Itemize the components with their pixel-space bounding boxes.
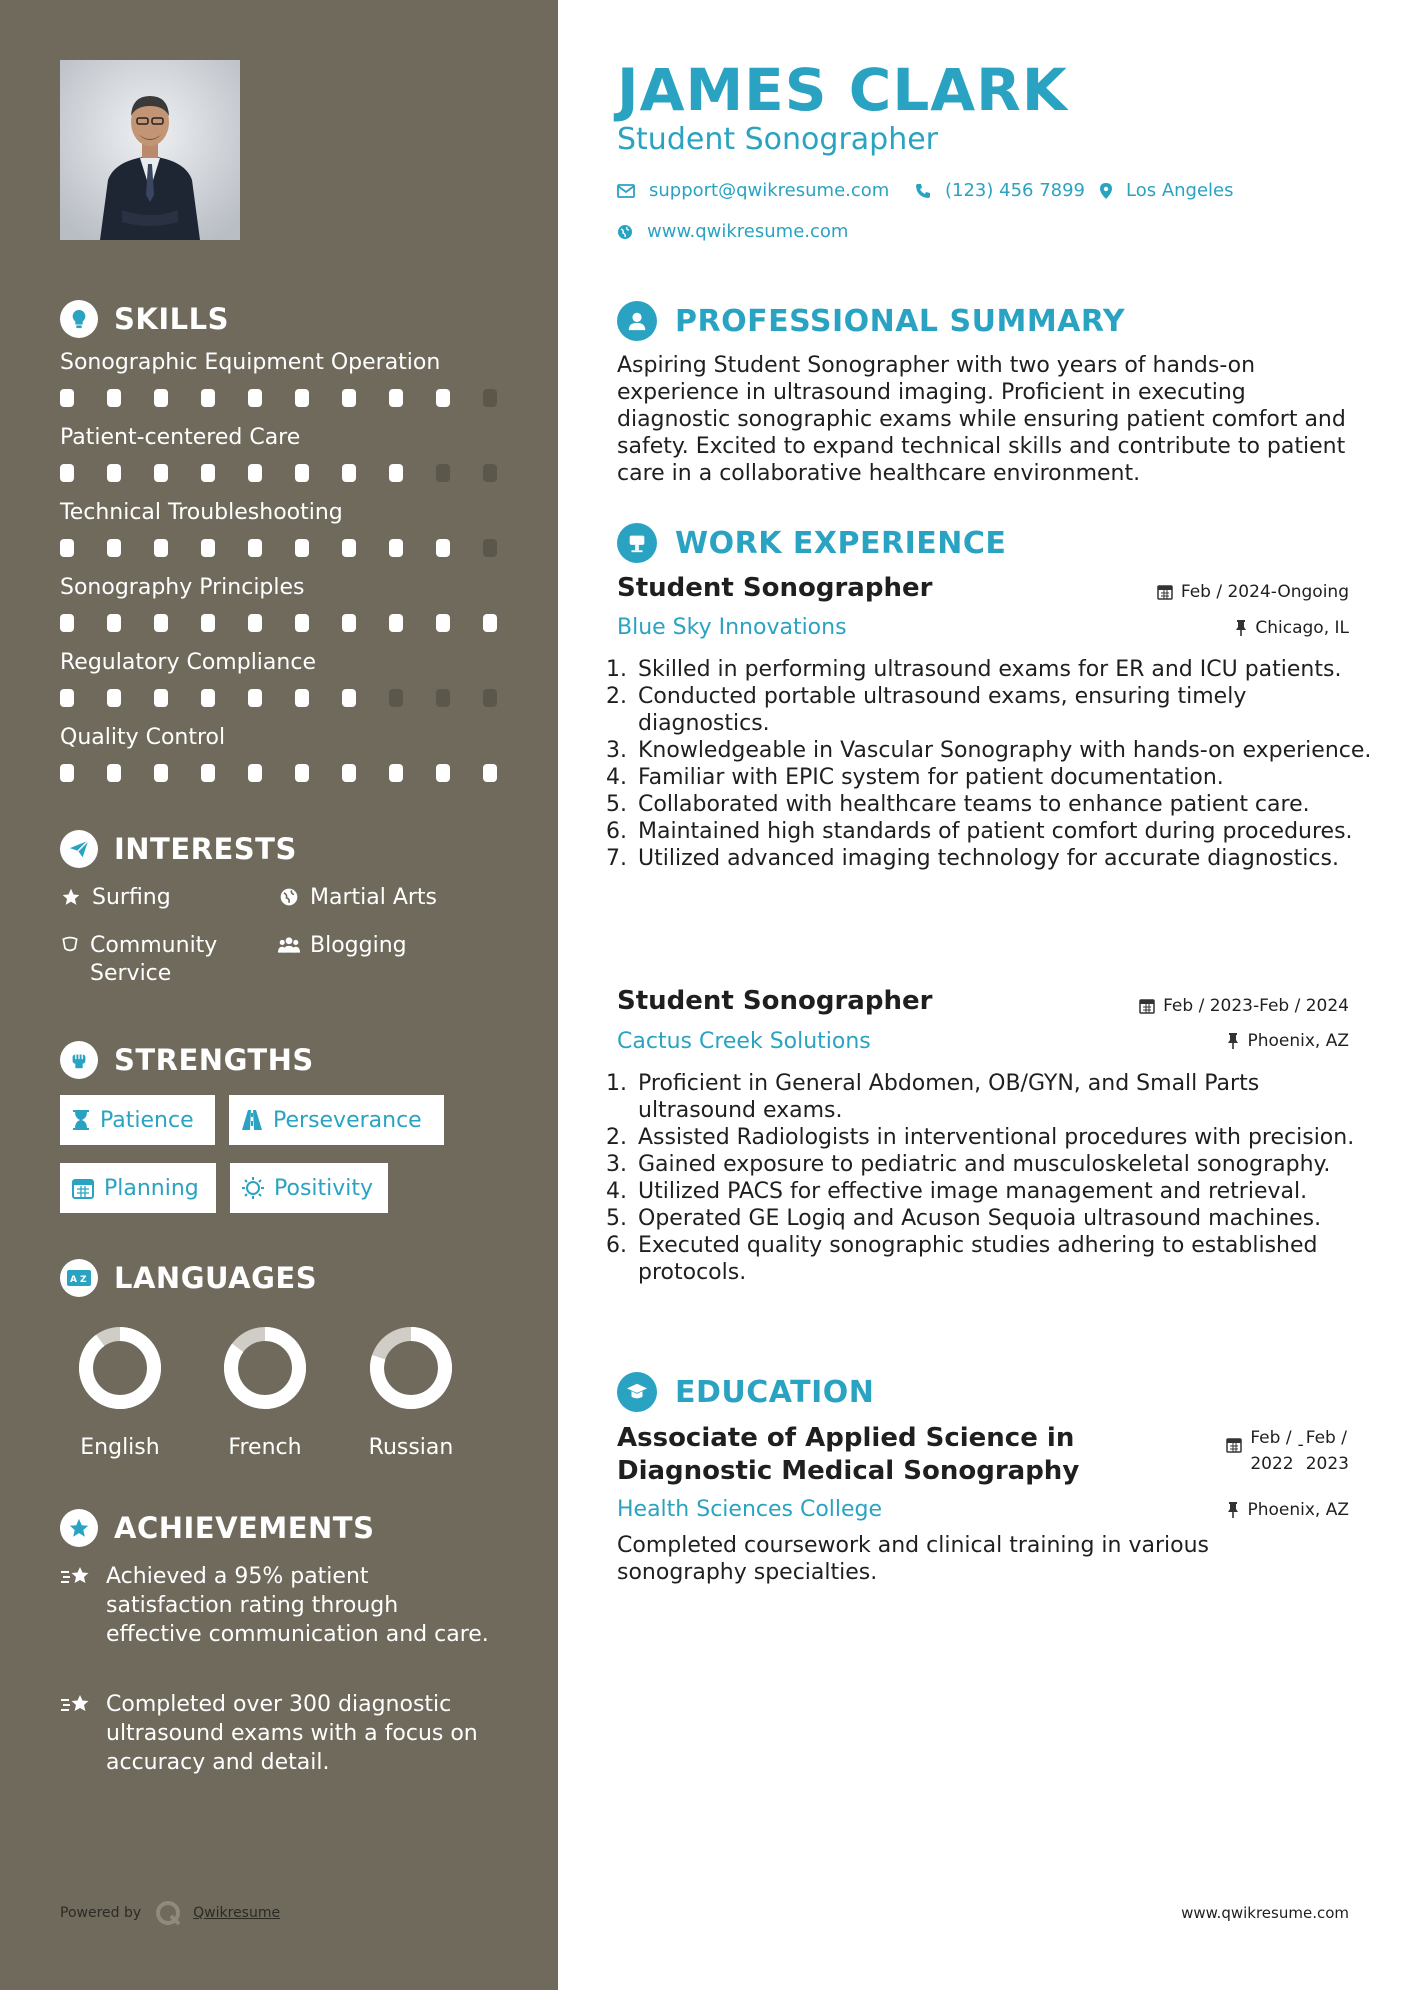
interest-label: Martial Arts [310, 885, 438, 910]
qwikresume-logo-icon [155, 1900, 181, 1926]
skill-rating [60, 764, 500, 784]
job-bullet: 7. Utilized advanced imaging technology for accurate diagnostics. [634, 845, 1384, 872]
rating-dot-empty [389, 689, 403, 707]
calendar-icon [1139, 998, 1155, 1014]
user-icon [617, 301, 657, 341]
degree-line: Diagnostic Medical Sonography [617, 1456, 1080, 1486]
strength-label: Planning [104, 1175, 199, 1201]
rating-dot-filled [201, 389, 215, 407]
job-bullets [610, 656, 1384, 872]
summary-title: PROFESSIONAL SUMMARY [675, 303, 1126, 339]
strengths-title: STRENGTHS [114, 1043, 314, 1077]
svg-text:Z: Z [80, 1275, 87, 1285]
rating-dot-filled [389, 614, 403, 632]
job-location [1235, 618, 1349, 638]
svg-text:A: A [70, 1275, 77, 1285]
phone-text: (123) 456 7899 [945, 180, 1086, 201]
powered-by [60, 1900, 280, 1926]
education-text: Completed coursework and clinical training in various sonography specialties. [617, 1533, 1209, 1585]
job-bullet: 5. Collaborated with healthcare teams to enhance patient care. [634, 791, 1384, 818]
rating-dot-empty [483, 539, 497, 557]
rating-dot-filled [154, 614, 168, 632]
achievement-item [60, 1562, 500, 1649]
badge-icon [60, 932, 80, 955]
interests-heading [60, 830, 297, 868]
sun-icon [242, 1177, 264, 1199]
globe-icon [278, 884, 300, 907]
podium-icon [617, 523, 657, 563]
rating-dot-filled [295, 389, 309, 407]
job-dates [1139, 996, 1349, 1016]
envelope-icon [617, 184, 635, 198]
rating-dot-filled [342, 389, 356, 407]
strength-chip [230, 1163, 388, 1213]
star-icon [60, 884, 82, 907]
rating-dot-filled [107, 764, 121, 782]
rating-dot-filled [154, 464, 168, 482]
job-bullet: 6. Maintained high standards of patient comfort during procedures. [634, 818, 1384, 845]
rating-dot-filled [342, 689, 356, 707]
job-bullet: 4. Utilized PACS for effective image management and retrieval. [634, 1178, 1384, 1205]
contact-website[interactable] [617, 221, 848, 242]
skills-heading [60, 300, 229, 338]
job-bullet: 2. Assisted Radiologists in interventional procedures with precision. [634, 1124, 1384, 1151]
job-bullets [610, 1070, 1384, 1286]
achievement-text: Achieved a 95% patient satisfaction rating through effective communication and care. [106, 1564, 489, 1647]
calendar-icon [1226, 1425, 1242, 1453]
calendar-icon [1157, 584, 1173, 600]
shooting-star-icon [60, 1562, 92, 1649]
job-location [1227, 1031, 1349, 1051]
edu-date-separator: - [1297, 1435, 1304, 1455]
rating-dot-filled [436, 539, 450, 557]
job-bullet: 6. Executed quality sonographic studies adhering to established protocols. [634, 1232, 1384, 1286]
strength-label: Positivity [274, 1175, 374, 1201]
rating-dot-filled [60, 389, 74, 407]
rating-dot-filled [342, 764, 356, 782]
edu-end-year: 2023 [1305, 1454, 1349, 1474]
rating-dot-filled [107, 389, 121, 407]
rating-dot-filled [342, 539, 356, 557]
strength-label: Patience [100, 1107, 194, 1133]
graduate-icon [617, 1372, 657, 1412]
achievement-text: Completed over 300 diagnostic ultrasound exams with a focus on accuracy and detail. [106, 1692, 478, 1775]
interest-item [60, 932, 260, 988]
language-item [346, 1323, 476, 1460]
rating-dot-filled [201, 764, 215, 782]
rating-dot-filled [154, 389, 168, 407]
interest-item [278, 884, 437, 912]
rating-dot-filled [201, 614, 215, 632]
interest-label: Community Service [90, 933, 218, 986]
rating-dot-empty [483, 689, 497, 707]
rating-dot-filled [248, 539, 262, 557]
rating-dot-filled [248, 764, 262, 782]
rating-dot-filled [295, 539, 309, 557]
rating-dot-filled [201, 539, 215, 557]
rating-dot-filled [60, 464, 74, 482]
calendar-icon [72, 1177, 94, 1199]
job-company: Blue Sky Innovations [617, 615, 847, 640]
degree-line: Associate of Applied Science in [617, 1423, 1075, 1453]
achievement-star-icon [60, 1509, 98, 1547]
pushpin-icon [1227, 1502, 1239, 1518]
rating-dot-filled [389, 464, 403, 482]
rating-dot-filled [389, 764, 403, 782]
languages-heading [60, 1259, 317, 1297]
language-ring-level [86, 1334, 154, 1402]
rating-dot-filled [436, 764, 450, 782]
job-dates-text: Feb / 2023-Feb / 2024 [1163, 996, 1349, 1016]
language-item [200, 1323, 330, 1460]
language-name: Russian [368, 1435, 454, 1460]
skill-name: Sonography Principles [60, 575, 305, 600]
rating-dot-filled [295, 689, 309, 707]
rating-dot-filled [342, 614, 356, 632]
job-bullet: 5. Operated GE Logiq and Acuson Sequoia ultrasound machines. [634, 1205, 1384, 1232]
skill-name: Sonographic Equipment Operation [60, 350, 441, 375]
interest-label: Blogging [310, 933, 407, 958]
achievements-title: ACHIEVEMENTS [114, 1511, 375, 1545]
job-dates [1157, 582, 1349, 602]
education-title: EDUCATION [675, 1374, 875, 1410]
edu-end-month: Feb / [1305, 1428, 1347, 1448]
interest-item [60, 884, 171, 912]
rating-dot-filled [154, 689, 168, 707]
education-location-text: Phoenix, AZ [1247, 1500, 1349, 1520]
interest-label: Surfing [92, 885, 171, 910]
candidate-name: JAMES CLARK [617, 56, 1068, 124]
skill-name: Technical Troubleshooting [60, 500, 343, 525]
contact-location [1100, 180, 1234, 201]
rating-dot-filled [107, 539, 121, 557]
lightbulb-icon [60, 300, 98, 338]
hourglass-icon [72, 1109, 90, 1131]
languages-title: LANGUAGES [114, 1261, 318, 1295]
strength-chip [60, 1163, 216, 1213]
contact-phone[interactable] [915, 180, 1085, 201]
skill-name: Regulatory Compliance [60, 650, 316, 675]
users-icon [278, 932, 300, 955]
job-bullet: 3. Gained exposure to pediatric and musculoskeletal sonography. [634, 1151, 1384, 1178]
footer-url[interactable]: www.qwikresume.com [1181, 1904, 1349, 1922]
job-company: Cactus Creek Solutions [617, 1029, 871, 1054]
rating-dot-filled [201, 464, 215, 482]
paper-plane-icon [60, 830, 98, 868]
skill-name: Quality Control [60, 725, 226, 750]
rating-dot-filled [248, 389, 262, 407]
language-name: French [228, 1435, 302, 1460]
skill-rating [60, 689, 500, 709]
rating-dot-filled [60, 689, 74, 707]
road-icon [241, 1110, 263, 1130]
job-title: Student Sonographer [617, 986, 933, 1016]
skill-rating [60, 464, 500, 484]
rating-dot-filled [436, 614, 450, 632]
rating-dot-filled [295, 764, 309, 782]
experience-heading [617, 523, 1006, 563]
skill-name: Patient-centered Care [60, 425, 301, 450]
edu-start-year: 2022 [1250, 1454, 1294, 1474]
rating-dot-filled [295, 614, 309, 632]
job-bullet: 4. Familiar with EPIC system for patient documentation. [634, 764, 1384, 791]
powered-by-label: Powered by [60, 1905, 142, 1921]
rating-dot-filled [60, 764, 74, 782]
strength-chip [60, 1095, 215, 1145]
job-dates-text: Feb / 2024-Ongoing [1180, 582, 1349, 602]
profile-photo [60, 60, 240, 240]
strength-label: Perseverance [273, 1107, 422, 1133]
rating-dot-filled [201, 689, 215, 707]
summary-text: Aspiring Student Sonographer with two years of hands-on experience in ultrasound imaging. Proficient in executing diagnostic sonographic exams while ensuring patient comfort and safety. Excited to expand technical skills and contribute to patient care in a collaborative healthcare environment. [617, 353, 1346, 486]
rating-dot-filled [483, 614, 497, 632]
school-name: Health Sciences College [617, 1497, 883, 1522]
job-bullet: 2. Conducted portable ultrasound exams, ensuring timely diagnostics. [634, 683, 1384, 737]
rating-dot-filled [154, 539, 168, 557]
rating-dot-empty [483, 389, 497, 407]
achievement-item [60, 1690, 500, 1777]
summary-heading [617, 301, 1125, 341]
job-location-text: Chicago, IL [1255, 618, 1349, 638]
language-donut [75, 1323, 165, 1413]
rating-dot-filled [483, 764, 497, 782]
job-bullet: 1. Skilled in performing ultrasound exams for ER and ICU patients. [634, 656, 1384, 683]
achievements-heading [60, 1509, 374, 1547]
rating-dot-empty [436, 464, 450, 482]
rating-dot-empty [483, 464, 497, 482]
globe-icon [617, 224, 633, 240]
language-name: English [80, 1435, 160, 1460]
job-bullet: 1. Proficient in General Abdomen, OB/GYN, and Small Parts ultrasound exams. [634, 1070, 1384, 1124]
experience-title: WORK EXPERIENCE [675, 525, 1007, 561]
job-title: Student Sonographer [617, 573, 933, 603]
pushpin-icon [1227, 1033, 1239, 1049]
website-text: www.qwikresume.com [647, 221, 849, 242]
interests-title: INTERESTS [114, 832, 297, 866]
rating-dot-filled [107, 464, 121, 482]
qwikresume-link[interactable]: Qwikresume [193, 1905, 281, 1921]
pushpin-icon [1235, 620, 1247, 636]
phone-icon [915, 183, 931, 199]
education-location [1227, 1500, 1349, 1520]
contact-email[interactable] [617, 180, 889, 201]
rating-dot-filled [248, 464, 262, 482]
rating-dot-filled [60, 614, 74, 632]
language-donut [220, 1323, 310, 1413]
location-text: Los Angeles [1126, 180, 1234, 201]
sidebar [0, 0, 558, 1990]
rating-dot-filled [60, 539, 74, 557]
translate-icon [60, 1259, 98, 1297]
job-bullet: 3. Knowledgeable in Vascular Sonography with hands-on experience. [634, 737, 1384, 764]
rating-dot-filled [107, 614, 121, 632]
rating-dot-filled [154, 764, 168, 782]
rating-dot-empty [436, 689, 450, 707]
language-donut [366, 1323, 456, 1413]
strength-chip [229, 1095, 444, 1145]
skills-title: SKILLS [114, 302, 229, 336]
strengths-heading [60, 1041, 314, 1079]
interest-item [278, 932, 407, 960]
rating-dot-filled [295, 464, 309, 482]
rating-dot-filled [389, 539, 403, 557]
edu-start-month: Feb / [1250, 1428, 1292, 1448]
rating-dot-filled [342, 464, 356, 482]
degree-title [617, 1422, 1079, 1488]
rating-dot-filled [436, 389, 450, 407]
email-text: support@qwikresume.com [649, 180, 890, 201]
rating-dot-filled [248, 689, 262, 707]
shooting-star-icon [60, 1690, 92, 1777]
map-pin-icon [1100, 183, 1112, 199]
education-heading [617, 1372, 874, 1412]
rating-dot-filled [389, 389, 403, 407]
rating-dot-filled [248, 614, 262, 632]
skill-rating [60, 614, 500, 634]
rating-dot-filled [107, 689, 121, 707]
language-item [55, 1323, 185, 1460]
job-location-text: Phoenix, AZ [1247, 1031, 1349, 1051]
skill-rating [60, 389, 500, 409]
education-dates [1226, 1425, 1349, 1477]
candidate-role: Student Sonographer [617, 122, 939, 157]
skill-rating [60, 539, 500, 559]
fist-icon [60, 1041, 98, 1079]
